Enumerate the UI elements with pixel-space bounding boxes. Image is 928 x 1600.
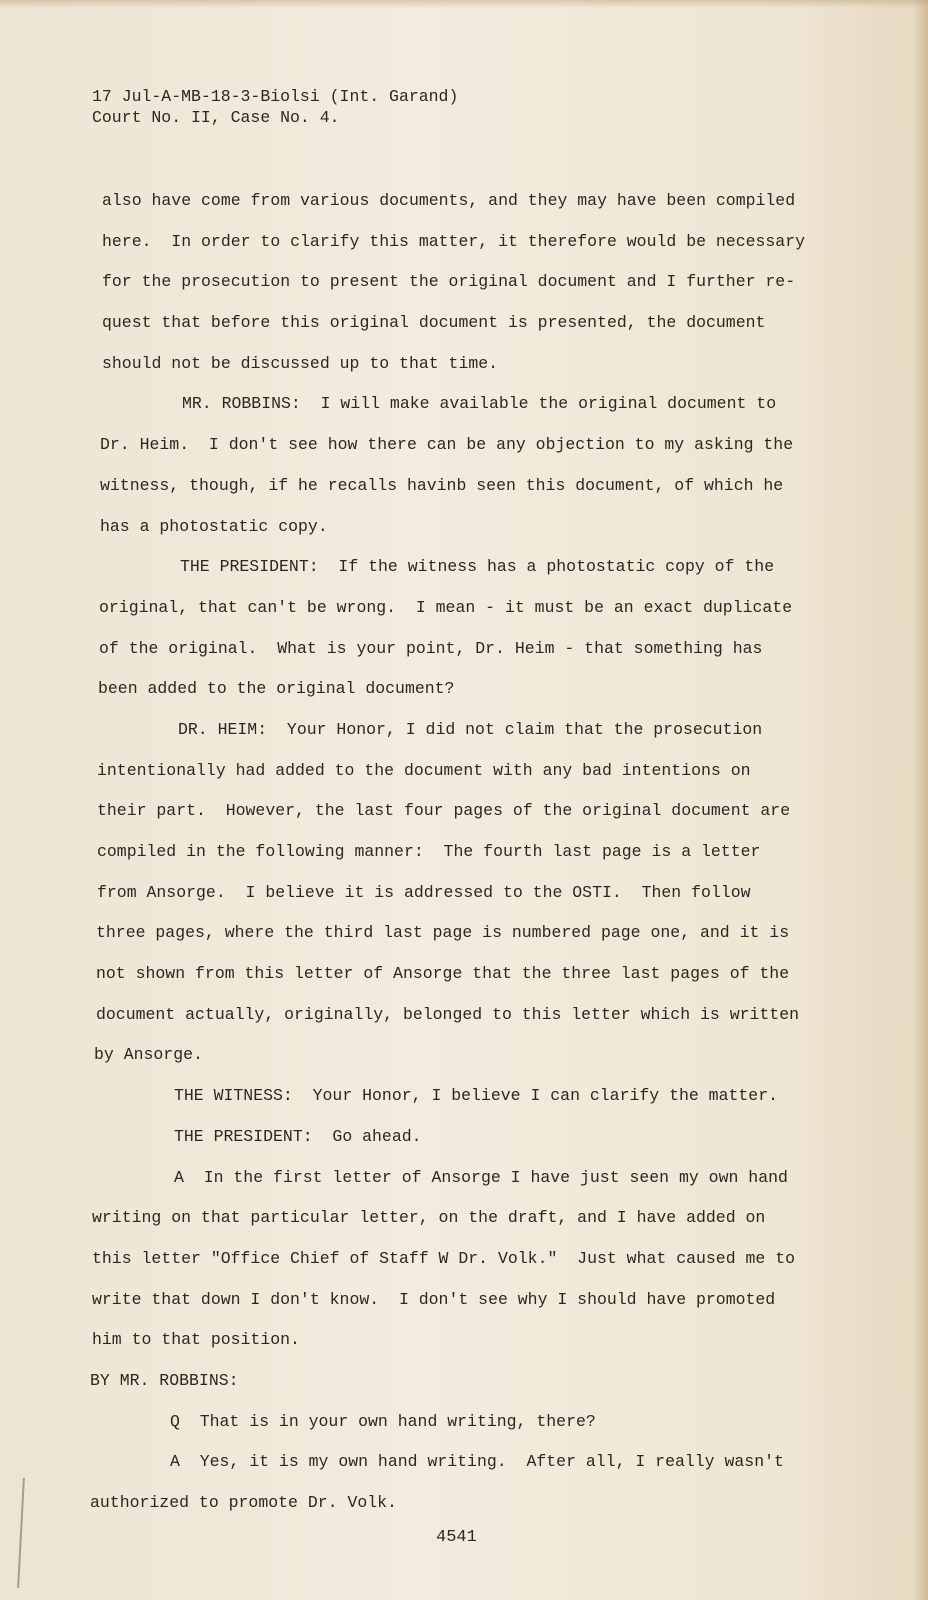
transcript-line: has a photostatic copy. — [100, 516, 328, 536]
transcript-line: here. In order to clarify this matter, it therefore would be necessary — [102, 231, 806, 251]
transcript-line: Q That is in your own hand writing, there? — [170, 1411, 596, 1431]
transcript-line: this letter "Office Chief of Staff W Dr. Volk." Just what caused me to — [92, 1248, 796, 1268]
transcript-line: three pages, where the third last page is numbered page one, and it is — [96, 923, 790, 943]
transcript-line: A In the first letter of Ansorge I have just seen my own hand — [174, 1167, 788, 1187]
page-number: 4541 — [436, 1528, 477, 1547]
transcript-line: compiled in the following manner: The fourth last page is a letter — [97, 842, 761, 861]
transcript-line: him to that position. — [92, 1330, 300, 1350]
transcript-line: not shown from this letter of Ansorge that the three last pages of the — [96, 964, 790, 984]
transcript-line: THE PRESIDENT: If the witness has a photostatic copy of the — [180, 557, 775, 577]
transcript-body — [82, 181, 822, 1524]
margin-pencil-mark — [17, 1478, 25, 1588]
transcript-line: writing on that particular letter, on the draft, and I have added on — [92, 1208, 766, 1228]
transcript-line: Dr. Heim. I don't see how there can be any objection to my asking the — [100, 435, 794, 455]
paper-top-shadow — [0, 0, 928, 8]
header-line-2: Court No. II, Case No. 4. — [92, 108, 340, 127]
transcript-line: been added to the original document? — [98, 679, 455, 699]
transcript-line: THE PRESIDENT: Go ahead. — [174, 1126, 422, 1146]
transcript-line: intentionally had added to the document with any bad intentions on — [97, 760, 751, 780]
transcript-line: write that down I don't know. I don't see why I should have promoted — [92, 1289, 776, 1309]
transcript-line: MR. ROBBINS: I will make available the original document to — [182, 394, 777, 414]
transcript-line: quest that before this original document is presented, the document — [102, 313, 766, 333]
transcript-line: also have come from various documents, and they may have been compiled — [102, 191, 796, 210]
transcript-line: their part. However, the last four pages of the original document are — [97, 801, 791, 821]
transcript-line: witness, though, if he recalls havinb seen this document, of which he — [100, 475, 784, 495]
transcript-line: from Ansorge. I believe it is addressed to the OSTI. Then follow — [97, 882, 751, 902]
paper-right-edge — [914, 0, 928, 1600]
transcript-line: for the prosecution to present the original document and I further re- — [102, 272, 796, 292]
transcript-line: A Yes, it is my own hand writing. After all, I really wasn't — [170, 1452, 784, 1472]
transcript-line: of the original. What is your point, Dr. Heim - that something has — [99, 638, 763, 658]
transcript-line: document actually, originally, belonged to this letter which is written — [96, 1004, 800, 1024]
transcript-line: BY MR. ROBBINS: — [90, 1370, 239, 1390]
transcript-line: should not be discussed up to that time. — [102, 353, 499, 373]
transcript-line: DR. HEIM: Your Honor, I did not claim that the prosecution — [178, 719, 763, 739]
transcript-line: by Ansorge. — [94, 1045, 203, 1065]
transcript-line: authorized to promote Dr. Volk. — [90, 1493, 397, 1512]
header-line-1: 17 Jul-A-MB-18-3-Biolsi (Int. Garand) — [92, 87, 459, 106]
transcript-line: THE WITNESS: Your Honor, I believe I can clarify the matter. — [174, 1086, 778, 1106]
transcript-line: original, that can't be wrong. I mean - it must be an exact duplicate — [99, 597, 793, 617]
document-header — [92, 86, 458, 128]
